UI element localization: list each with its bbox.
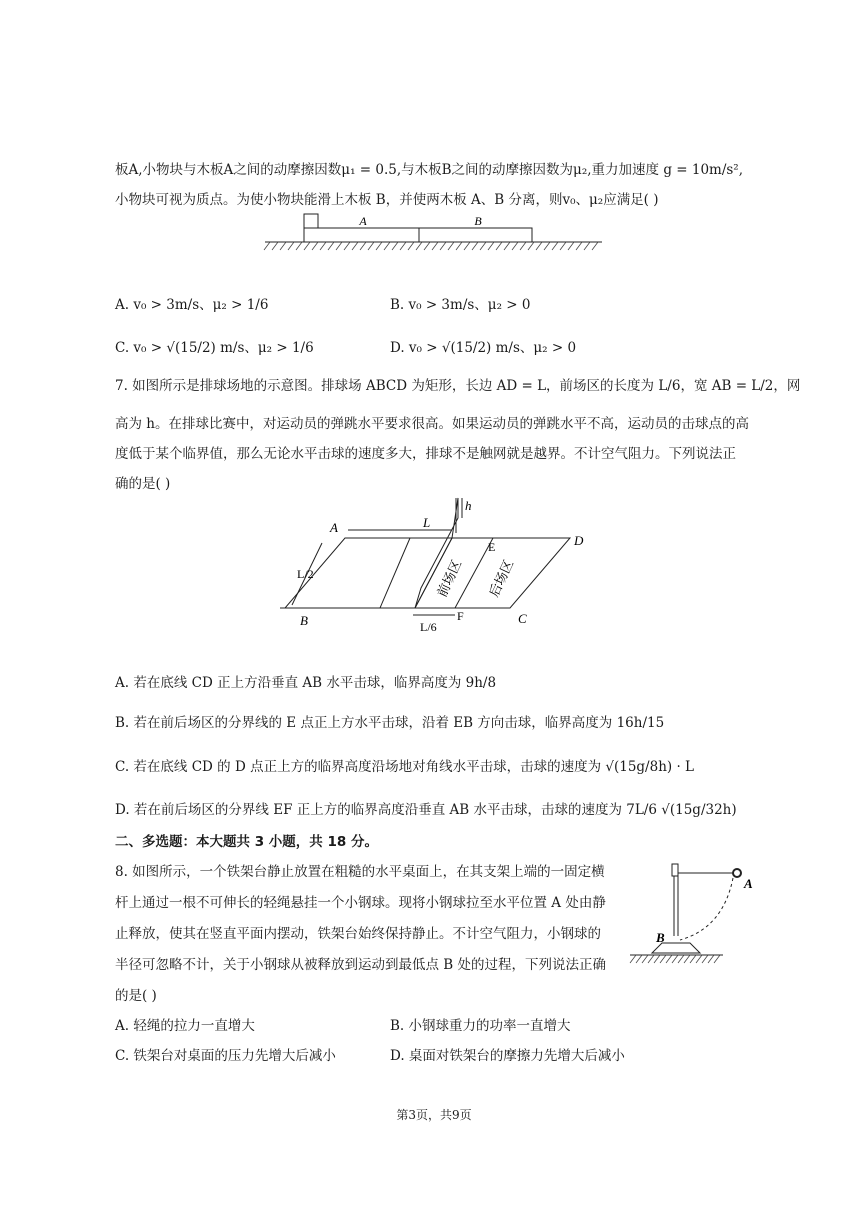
q6-option-c[interactable]: C. v₀ > √(15/2) m/s、μ₂ > 1/6 — [115, 340, 314, 356]
q6-option-d[interactable]: D. v₀ > √(15/2) m/s、μ₂ > 0 — [390, 340, 577, 356]
q8-text-line4: 半径可忽略不计，关于小钢球从被释放到运动到最低点 B 处的过程，下列说法正确 — [115, 957, 607, 973]
section-heading: 二、多选题：本大题共 3 小题，共 18 分。 — [115, 834, 378, 850]
label-d: D — [574, 533, 584, 548]
q8-option-b[interactable]: B. 小钢球重力的功率一直增大 — [390, 1018, 571, 1034]
q8-option-d[interactable]: D. 桌面对铁架台的摩擦力先增大后减小 — [390, 1048, 625, 1064]
q8-option-a[interactable]: A. 轻绳的拉力一直增大 — [115, 1018, 255, 1034]
label-sixth: L/6 — [420, 620, 437, 634]
label-a-8: A — [744, 876, 753, 891]
court-outline — [285, 538, 570, 608]
q7-text-line1: 7. 如图所示是排球场地的示意图。排球场 ABCD 为矩形，长边 AD = L，前场区的长度为 L/6，宽 AB = L/2，网 — [115, 378, 801, 394]
label-back: 后场区 — [486, 557, 517, 600]
q7-option-d[interactable]: D. 若在前后场区的分界线 EF 正上方的临界高度沿垂直 AB 水平击球，击球的速度为 7L/6 √(15g/32h) — [115, 802, 737, 818]
q8-text-line3: 止释放，使其在竖直平面内摆动，铁架台始终保持静止。不计空气阻力，小钢球的 — [115, 926, 601, 942]
q6-boards-figure — [260, 208, 610, 260]
q6-option-b[interactable]: B. v₀ > 3m/s、μ₂ > 0 — [390, 297, 531, 313]
board-a — [304, 228, 419, 242]
ball-at-a — [733, 869, 741, 877]
label-b: B — [300, 613, 308, 628]
q7-text-line4: 确的是( ) — [115, 476, 171, 492]
q7-option-c[interactable]: C. 若在底线 CD 的 D 点正上方的临界高度沿场地对角线水平击球，击球的速度为 √(15g/8h) · L — [115, 759, 694, 775]
q7-court-figure — [280, 493, 600, 638]
board-b-label: B — [474, 214, 482, 228]
board-a-label: A — [359, 214, 367, 228]
label-e: E — [488, 540, 496, 554]
q8-text-line2: 杆上通过一根不可伸长的轻绳悬挂一个小钢球。现将小钢球拉至水平位置 A 处由静 — [115, 895, 606, 911]
small-block — [304, 214, 318, 228]
q6-text-line1: 板A,小物块与木板A之间的动摩擦因数μ₁ = 0.5,与木板B之间的动摩擦因数为μ₂,重力加速度 g = 10m/s², — [115, 162, 744, 178]
q6-text-line2: 小物块可视为质点。为使小物块能滑上木板 B，并使两木板 A、B 分离，则v₀、μ₂应满足( ) — [115, 192, 659, 208]
q7-option-a[interactable]: A. 若在底线 CD 正上方沿垂直 AB 水平击球，临界高度为 9h/8 — [115, 675, 497, 691]
swing-path — [680, 878, 733, 940]
q7-option-b[interactable]: B. 若在前后场区的分界线的 E 点正上方水平击球，沿着 EB 方向击球，临界高度为 16h/15 — [115, 715, 665, 731]
attack-line-left — [380, 538, 410, 608]
stand-top — [672, 864, 678, 876]
page-footer: 第3页，共9页 — [396, 1108, 472, 1122]
q8-stand-figure — [628, 858, 758, 968]
label-f: F — [457, 609, 464, 623]
label-front: 前场区 — [434, 557, 465, 600]
q8-text-line5: 的是( ) — [115, 988, 157, 1004]
q8-text-line1: 8. 如图所示，一个铁架台静止放置在粗糙的水平桌面上，在其支架上端的一固定横 — [115, 864, 605, 880]
table-hatch — [630, 955, 720, 963]
ground-hatch — [264, 242, 598, 250]
label-c: C — [518, 611, 527, 626]
label-l: L — [423, 515, 431, 530]
label-a: A — [330, 520, 338, 535]
label-b-8: B — [656, 930, 665, 945]
label-h: h — [465, 498, 472, 513]
q6-option-a[interactable]: A. v₀ > 3m/s、μ₂ > 1/6 — [115, 297, 269, 313]
q8-option-c[interactable]: C. 铁架台对桌面的压力先增大后减小 — [115, 1048, 336, 1064]
q7-text-line2: 高为 h。在排球比赛中，对运动员的弹跳水平要求很高。如果运动员的弹跳水平不高，运动员的击球点的高 — [115, 416, 749, 432]
board-b — [419, 228, 532, 242]
q7-text-line3: 度低于某个临界值，那么无论水平击球的速度多大，排球不是触网就是越界。不计空气阻力。下列说法正 — [115, 446, 736, 462]
label-half: L/2 — [297, 567, 314, 581]
